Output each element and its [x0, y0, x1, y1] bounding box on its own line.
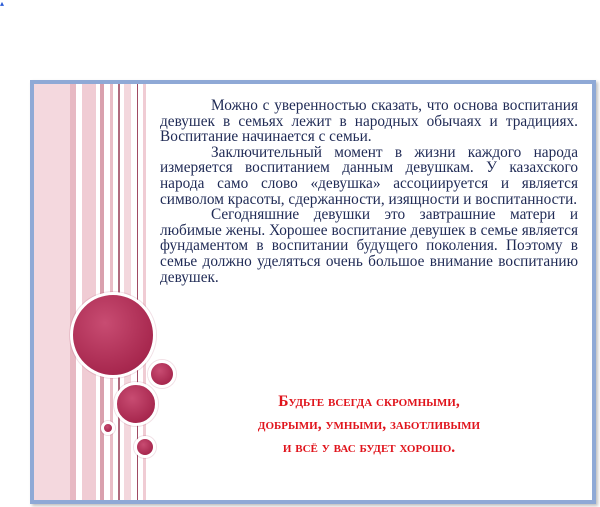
paragraph: Заключительный момент в жизни каждого народа измеряется воспитанием данным девушкам. У казахского народа само слово «девушка» ассоциируется и является символом красоты, сдержанности, изящности и воспитанности.: [160, 143, 578, 208]
slide: [30, 80, 596, 504]
slide-body-text: [160, 98, 578, 285]
decorative-circle-tiny: [134, 436, 156, 458]
decorative-stripe: [124, 84, 131, 500]
paragraph: Сегодняшние девушки это завтрашние матери и любимые жены. Хорошее воспитание девушек в семье является фундаментом в воспитании будущего поколения. Поэтому в семье должно уделяться очень большое внимание воспитанию девушек.: [160, 206, 578, 286]
decorative-stripe: [70, 84, 76, 500]
motto: [160, 390, 578, 459]
motto-line: добрыми, умными, заботливыми: [257, 416, 481, 433]
motto-line: и всё у вас будет хорошо.: [282, 439, 456, 456]
motto-line: Будьте всегда скромными,: [278, 393, 460, 410]
selection-handle-icon: ▴: [0, 0, 5, 8]
decorative-circle-medium: [114, 382, 158, 426]
decorative-stripe: [82, 84, 96, 500]
decorative-circle-small: [148, 360, 176, 388]
decorative-circle-dot: [101, 421, 115, 435]
paragraph: Можно с уверенностью сказать, что основа воспитания девушек в семьях лежит в народных обычаях и традициях. Воспитание начинается с семьи.: [160, 97, 578, 146]
decorative-stripe: [34, 84, 70, 500]
decorative-circle-large: [70, 292, 156, 378]
